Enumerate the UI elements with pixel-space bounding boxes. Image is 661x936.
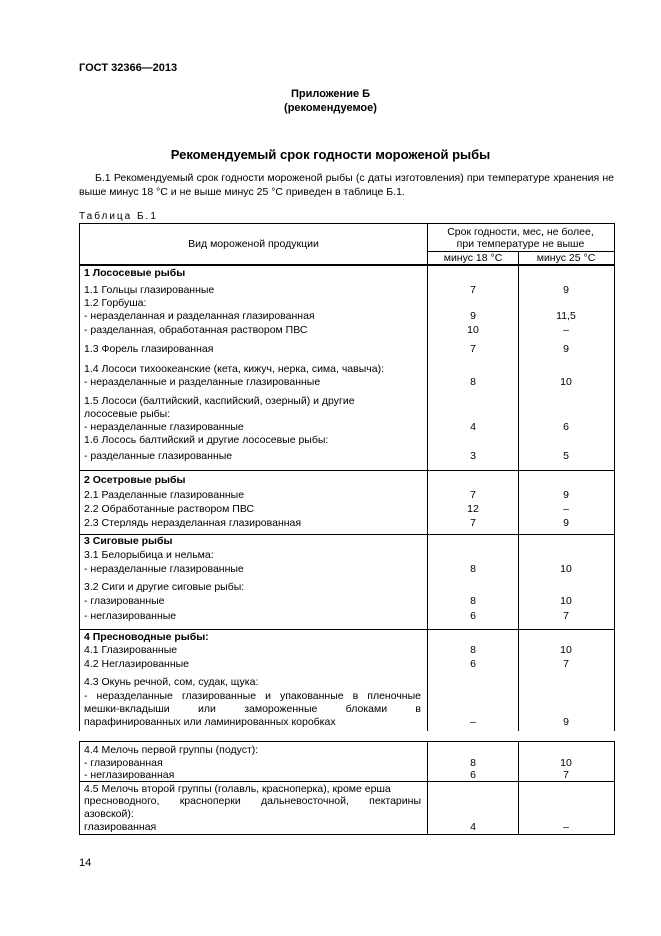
- value-minus25: 9: [563, 716, 569, 728]
- value-minus18: 3: [470, 450, 476, 462]
- table-row-label: 4.4 Мелочь первой группы (подуст):: [84, 744, 259, 756]
- value-minus18: –: [470, 716, 476, 728]
- value-minus25: 10: [560, 757, 572, 769]
- header-shelf-life-1: Срок годности, мес, не более,: [447, 226, 594, 238]
- table-row-label: 4.5 Мелочь второй группы (голавль, красноперка), кроме ерша: [84, 783, 391, 795]
- value-minus25: –: [563, 324, 569, 336]
- table-row-label: 2.2 Обработанные раствором ПВС: [84, 503, 255, 515]
- value-minus18: 4: [470, 821, 476, 833]
- header-minus25: минус 25 °С: [536, 252, 596, 264]
- value-minus25: 7: [563, 610, 569, 622]
- value-minus25: 9: [563, 284, 569, 296]
- table-row-label: мешки-вкладыши или замороженные блоками в: [84, 703, 421, 715]
- value-minus25: 6: [563, 421, 569, 433]
- value-minus25: 5: [563, 450, 569, 462]
- value-minus18: 6: [470, 610, 476, 622]
- table-row-label: 1.5 Лососи (балтийский, каспийский, озерный) и другие: [84, 395, 355, 407]
- value-minus18: 9: [470, 310, 476, 322]
- appendix-title: Приложение Б: [290, 88, 371, 100]
- table-row-label: 3.2 Сиги и другие сиговые рыбы:: [84, 581, 245, 593]
- header-bottom-line: [80, 265, 614, 266]
- table-row-label: - неглазированные: [84, 610, 177, 622]
- table-row-label: - неразделанные глазированные: [84, 421, 244, 433]
- value-minus25: 11,5: [556, 310, 576, 322]
- table-row-label: - разделанная, обработанная раствором ПВС: [84, 324, 308, 336]
- table-row-label: 1.3 Форель глазированная: [84, 343, 214, 355]
- value-minus18: 8: [470, 644, 476, 656]
- intro-paragraph: Б.1 Рекомендуемый срок годности мороженой рыбы (с даты изготовления) при температуре хранения не выше минус 18 °С и не выше минус 25 °С приведен в таблице Б.1.: [79, 172, 614, 198]
- value-minus25: 7: [563, 769, 569, 781]
- value-minus25: 9: [563, 489, 569, 501]
- table-row-label: - неглазированная: [84, 769, 175, 781]
- value-minus25: 9: [563, 343, 569, 355]
- table-row-label: - неразделанные глазированные и упакованные в пленочные: [84, 690, 421, 702]
- table-row-label: 4.2 Неглазированные: [84, 658, 190, 670]
- table-row-label: - неразделанные и разделанные глазированные: [84, 376, 321, 388]
- table-row-label: 4.1 Глазированные: [84, 644, 178, 656]
- value-minus25: –: [563, 821, 569, 833]
- table-row-label: 2.3 Стерлядь неразделанная глазированная: [84, 517, 302, 529]
- value-minus25: 7: [563, 658, 569, 670]
- table-row-label: азовской):: [84, 808, 134, 820]
- value-minus18: 8: [470, 595, 476, 607]
- appendix-subtitle: (рекомендуемое): [284, 102, 377, 114]
- value-minus18: 6: [470, 658, 476, 670]
- section-separator: [80, 629, 614, 630]
- value-minus18: 10: [467, 324, 479, 336]
- table-row-label: - глазированные: [84, 595, 165, 607]
- table-caption: Таблица Б.1: [79, 211, 158, 222]
- value-minus18: 8: [470, 563, 476, 575]
- page-number: 14: [79, 857, 92, 869]
- table-row-label: 3.1 Белорыбица и нельма:: [84, 549, 214, 561]
- value-minus25: 9: [563, 517, 569, 529]
- table-row-label: 4 Пресноводные рыбы:: [84, 631, 209, 643]
- header-shelf-life-2: при температуре не выше: [456, 238, 585, 250]
- table-row-label: 2 Осетровые рыбы: [84, 474, 186, 486]
- table-row-label: 3 Сиговые рыбы: [84, 535, 173, 547]
- section-separator: [80, 470, 614, 471]
- value-minus18: 8: [470, 376, 476, 388]
- shelf-life-table: [79, 223, 615, 731]
- value-minus25: 10: [560, 376, 572, 388]
- value-minus18: 8: [470, 757, 476, 769]
- table-row-label: 1.1 Гольцы глазированные: [84, 284, 215, 296]
- document-header: ГОСТ 32366—2013: [79, 62, 178, 74]
- value-minus25: –: [563, 503, 569, 515]
- header-minus18: минус 18 °С: [443, 252, 503, 264]
- table-row-label: - неразделанная и разделанная глазированная: [84, 310, 315, 322]
- value-minus18: 4: [470, 421, 476, 433]
- value-minus18: 7: [470, 489, 476, 501]
- table-row-label: лососевые рыбы:: [84, 408, 171, 420]
- table-row-label: 4.3 Окунь речной, сом, судак, щука:: [84, 676, 259, 688]
- value-minus18: 6: [470, 769, 476, 781]
- table-row-label: - неразделанные глазированные: [84, 563, 244, 575]
- table-row-label: парафинированных или ламинированных коробках: [84, 716, 336, 728]
- table-row-label: - глазированная: [84, 757, 163, 769]
- value-minus25: 10: [560, 595, 572, 607]
- table-row-label: пресноводного, красноперки дальневосточной, пектарины: [84, 795, 421, 807]
- shelf-life-table-continued: [79, 741, 615, 835]
- value-minus18: 12: [467, 503, 479, 515]
- value-minus18: 7: [470, 343, 476, 355]
- table-row-label: 1.2 Горбуша:: [84, 297, 147, 309]
- value-minus25: 10: [560, 644, 572, 656]
- table-row-label: 1 Лососевые рыбы: [84, 267, 186, 279]
- value-minus18: 7: [470, 517, 476, 529]
- table-row-label: 1.6 Лосось балтийский и другие лососевые рыбы:: [84, 434, 329, 446]
- table-row-label: - разделанные глазированные: [84, 450, 233, 462]
- table-row-label: глазированная: [84, 821, 157, 833]
- section-title: Рекомендуемый срок годности мороженой рыбы: [170, 147, 491, 162]
- header-product: Вид мороженой продукции: [188, 238, 319, 250]
- value-minus18: 7: [470, 284, 476, 296]
- table-row-label: 2.1 Разделанные глазированные: [84, 489, 245, 501]
- table-row-label: 1.4 Лососи тихоокеанские (кета, кижуч, нерка, сима, чавыча):: [84, 363, 384, 375]
- value-minus25: 10: [560, 563, 572, 575]
